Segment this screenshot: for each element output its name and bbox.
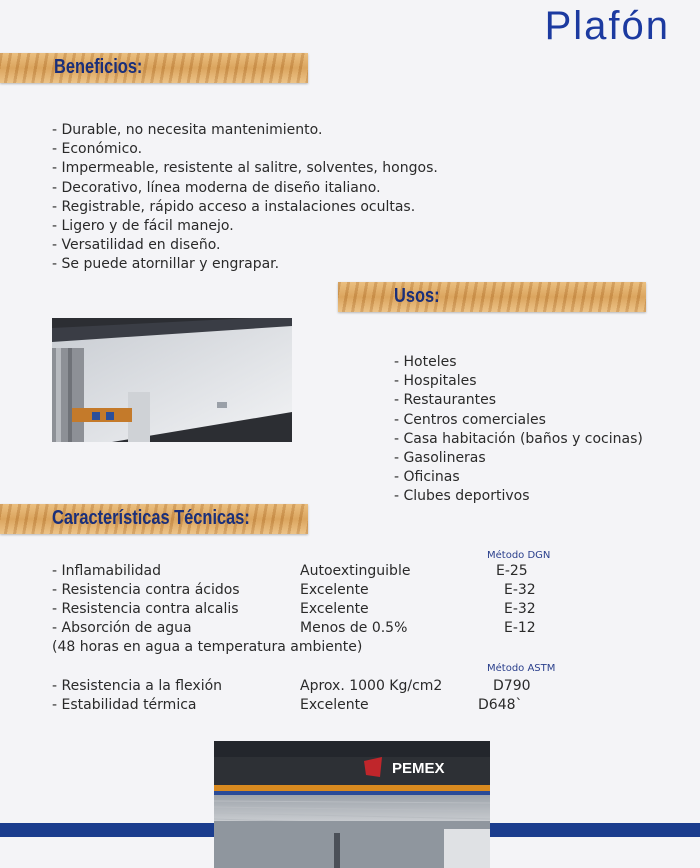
spec-method: E-32	[504, 582, 536, 598]
pemex-photo-illustration	[214, 741, 490, 868]
spec-value: Excelente	[300, 601, 369, 617]
spec-method: E-25	[496, 563, 528, 579]
spec-note: (48 horas en agua a temperatura ambiente)	[52, 639, 363, 655]
caracteristicas-heading: Características Técnicas:	[52, 507, 250, 529]
list-item: - Centros comerciales	[394, 411, 546, 428]
list-item: - Durable, no necesita mantenimiento.	[52, 122, 323, 138]
spec-value: Menos de 0.5%	[300, 620, 408, 636]
blue-stripe-left	[0, 823, 215, 837]
list-item: - Hoteles	[394, 354, 457, 370]
list-item: - Decorativo, línea moderna de diseño italiano.	[52, 179, 381, 196]
list-item: - Casa habitación (baños y cocinas)	[394, 430, 643, 447]
spec-property: - Resistencia contra ácidos	[52, 582, 240, 598]
beneficios-heading: Beneficios:	[54, 56, 143, 78]
spec-property: - Resistencia contra alcalis	[52, 601, 239, 617]
method-astm-label: Método ASTM	[487, 663, 556, 674]
spec-property: - Estabilidad térmica	[52, 697, 197, 713]
spec-value: Excelente	[300, 582, 369, 598]
spec-method: D790	[493, 678, 531, 694]
list-item: - Restaurantes	[394, 392, 497, 409]
page-title: Plafón	[544, 4, 670, 48]
spec-property: - Resistencia a la flexión	[52, 678, 223, 694]
usos-list	[394, 353, 643, 507]
ceiling-photo-illustration	[52, 318, 292, 442]
spec-property: - Absorción de agua	[52, 620, 192, 636]
spec-value: Aprox. 1000 Kg/cm2	[300, 678, 443, 694]
beneficios-banner	[0, 53, 308, 83]
usos-banner	[338, 282, 646, 312]
pemex-logo-text: PEMEX	[392, 760, 445, 777]
list-item: - Económico.	[52, 141, 143, 158]
list-item: - Clubes deportivos	[394, 488, 530, 505]
spec-method: E-12	[504, 620, 536, 636]
list-item: - Impermeable, resistente al salitre, solventes, hongos.	[52, 160, 438, 177]
list-item: - Hospitales	[394, 373, 477, 390]
pemex-photo	[214, 741, 490, 868]
spec-property: - Inflamabilidad	[52, 563, 162, 579]
spec-value: Excelente	[300, 697, 369, 713]
spec-value: Autoextinguible	[300, 563, 411, 579]
usos-heading: Usos:	[394, 285, 440, 307]
list-item: - Versatilidad en diseño.	[52, 237, 221, 254]
list-item: - Se puede atornillar y engrapar.	[52, 256, 280, 273]
blue-stripe-right	[489, 823, 700, 837]
beneficios-list	[52, 121, 438, 275]
caracteristicas-banner	[0, 504, 308, 534]
spec-method: D648`	[478, 697, 523, 713]
list-item: - Registrable, rápido acceso a instalaciones ocultas.	[52, 198, 416, 215]
list-item: - Gasolineras	[394, 450, 486, 467]
spec-method: E-32	[504, 601, 536, 617]
list-item: - Oficinas	[394, 469, 460, 486]
ceiling-photo	[52, 318, 292, 442]
list-item: - Ligero y de fácil manejo.	[52, 218, 234, 235]
method-dgn-label: Método DGN	[487, 550, 551, 561]
